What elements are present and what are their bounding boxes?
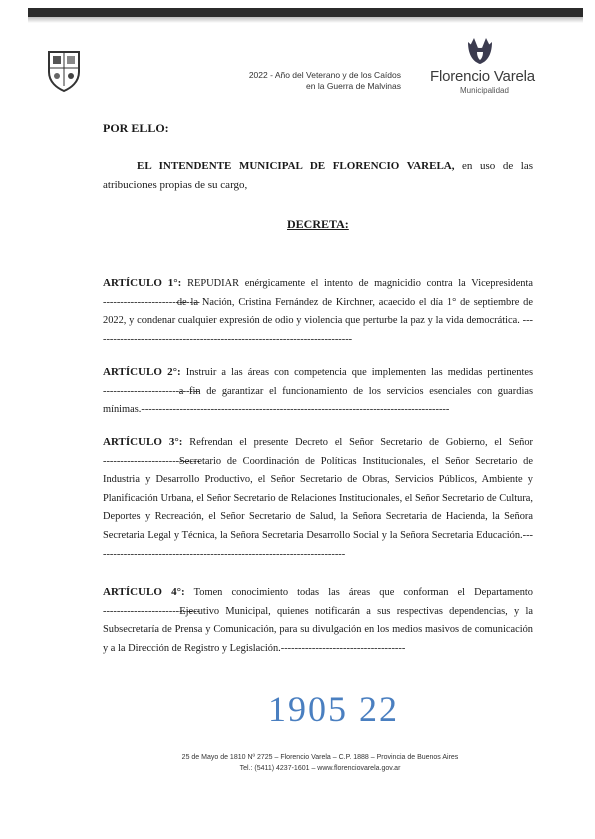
article-3: [103, 433, 533, 564]
article-label: ARTÍCULO 3°:: [103, 436, 183, 448]
article-rest: Secretario de Coordinación de Políticas Institucionales, el Señor Secretario de Industria y Desarrollo Productivo, el Señor Secretario de Obras, Servicios Públicos, Ambiente y Planificación Urbana, el Señor Secretario de Relaciones Institucionales, el Señor Secretario de Cultura, Deportes y Recreación, el Señor Secretario de Salud, la Señora Secretaria de Hacienda, la Señora Secretaria Legal y Técnica, la Señora Secretaria Desarrollo Social y la Señora Secretaria Educación.-------------------------------------------------------------------------: [103, 455, 533, 560]
brand-subtitle: Municipalidad: [460, 86, 509, 95]
tagline-line-2: en la Guerra de Malvinas: [306, 81, 401, 91]
footer-address: [120, 752, 520, 774]
intro-rest: en uso de las atribuciones propias de su cargo,: [103, 160, 534, 191]
article-text: REPUDIAR enérgicamente el intento de magnicidio contra la Vicepresidenta: [187, 278, 533, 289]
decree-number-stamp: 1905 22: [268, 689, 399, 729]
brand-name: Florencio Varela: [430, 68, 535, 85]
article-filler: ----------------------------: [103, 605, 200, 617]
article-text: Instruir a las áreas con competencia que implementen las medidas pertinentes: [185, 367, 533, 378]
article-text: Tomen conocimiento todas las áreas que conforman el Departamento: [193, 587, 534, 598]
article-1: [103, 274, 533, 349]
article-filler: ----------------------------: [103, 455, 200, 467]
article-label: ARTÍCULO 2°:: [103, 366, 181, 378]
footer-line-1: 25 de Mayo de 1810 Nº 2725 – Florencio Varela – C.P. 1888 – Provincia de Buenos Aires: [181, 754, 459, 761]
intro-paragraph: [103, 157, 533, 195]
scan-top-border: [28, 8, 583, 17]
municipal-shield-icon: [45, 50, 83, 92]
footer-line-2: Tel.: (5411) 4237-1601 – www.florenciovarela.gov.ar: [239, 765, 401, 772]
commemorative-tagline: [205, 70, 401, 92]
article-rest: Ejecutivo Municipal, quienes notificarán a sus respectivas dependencias, y la Subsecretaría de Prensa y Comunicación, para su divulgación en los medios masivos de comunicación y a la Dirección de Registro y Legislación.------------------------------------: [103, 605, 533, 654]
article-rest: de la Nación, Cristina Fernández de Kirchner, acaecido el día 1° de septiembre de 2022, y condenar cualquier expresión de odio y violencia que perturbe la paz y la vida democrática. ---------------------------------------------------------------------------: [103, 296, 533, 345]
article-label: ARTÍCULO 4°:: [103, 586, 185, 598]
article-filler: ----------------------------: [103, 385, 200, 397]
article-rest: a fin de garantizar el funcionamiento de los servicios esenciales con guardias mínimas.-----------------------------------------------------------------------------------------: [103, 385, 533, 416]
decreta-heading: DECRETA:: [287, 217, 349, 231]
article-text: Refrendan el presente Decreto el Señor Secretario de Gobierno, el Señor: [189, 437, 533, 448]
article-4: [103, 583, 533, 658]
scan-top-shadow: [28, 17, 583, 23]
por-ello-heading: POR ELLO:: [103, 121, 169, 135]
article-label: ARTÍCULO 1°:: [103, 277, 182, 289]
municipality-logo: [430, 38, 570, 98]
article-2: [103, 363, 533, 420]
article-filler: ----------------------------: [103, 296, 200, 308]
logo-emblem-icon: [460, 38, 500, 66]
tagline-line-1: 2022 - Año del Veterano y de los Caídos: [248, 70, 401, 80]
intro-lead: EL INTENDENTE MUNICIPAL DE FLORENCIO VARELA,: [137, 160, 455, 172]
